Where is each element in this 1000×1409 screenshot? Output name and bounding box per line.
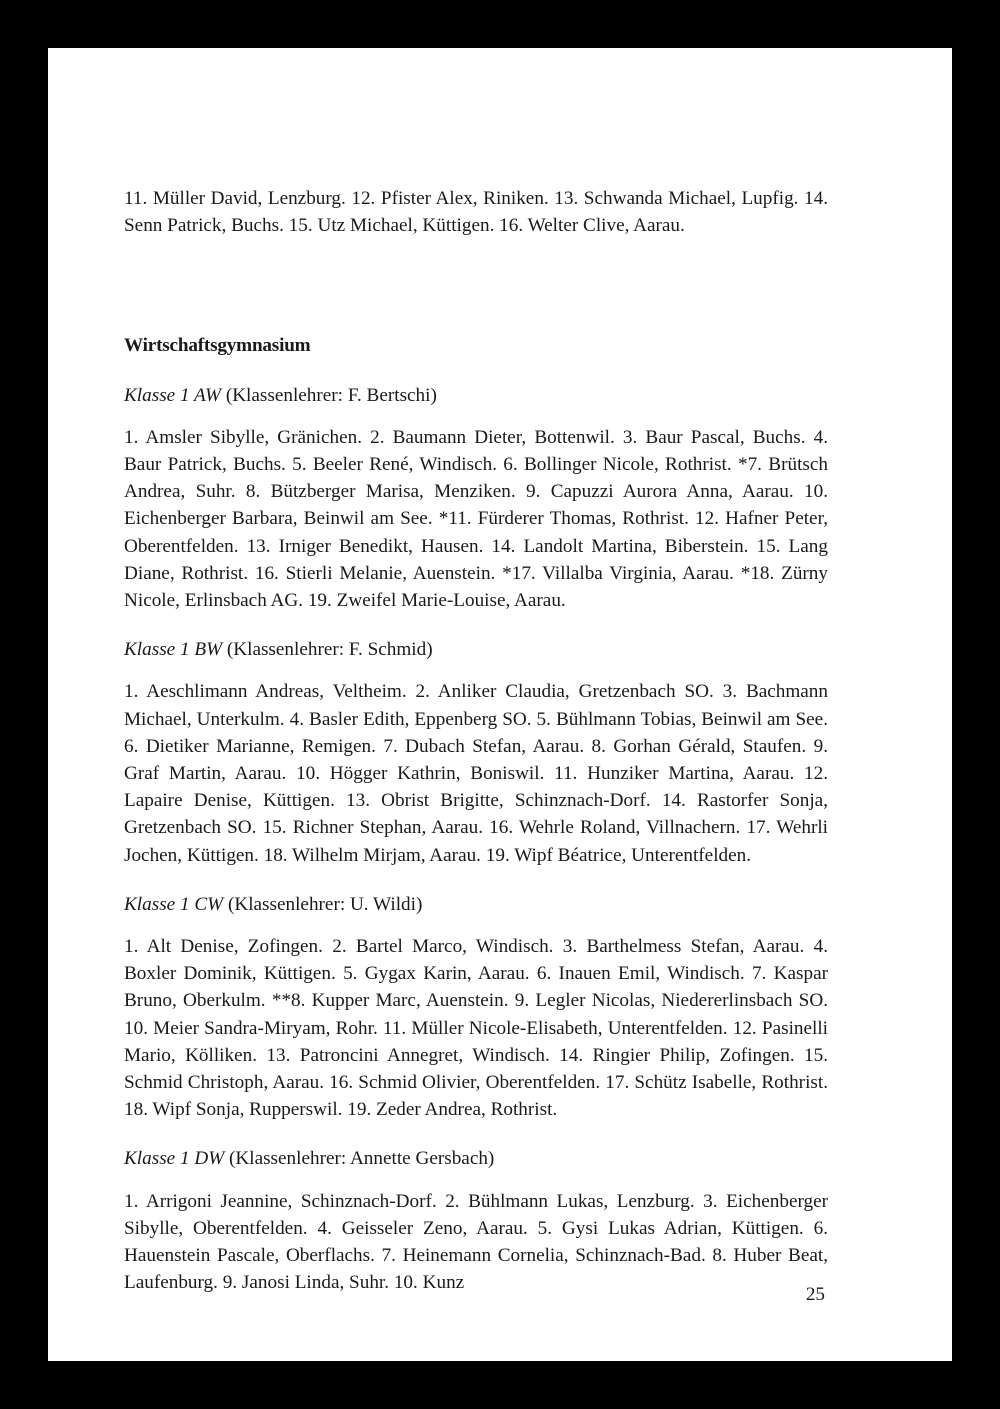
page-content — [124, 185, 828, 1297]
class-name: Klasse 1 CW — [124, 893, 224, 915]
section-title: Wirtschaftsgymnasium — [124, 335, 311, 357]
class-heading-1aw — [124, 382, 828, 409]
class-teacher: (Klassenlehrer: U. Wildi) — [227, 893, 423, 915]
class-heading-1dw — [124, 1145, 828, 1172]
class-teacher: (Klassenlehrer: Annette Gersbach) — [229, 1148, 495, 1170]
page-number: 25 — [805, 1284, 825, 1305]
intro-paragraph: 11. Müller David, Lenzburg. 12. Pfister Alex, Riniken. 13. Schwanda Michael, Lupfig. 14. Senn Patrick, Buchs. 15. Utz Michael, Küttigen. 16. Welter Clive, Aarau. — [124, 188, 828, 237]
class-teacher: (Klassenlehrer: F. Bertschi) — [225, 384, 437, 406]
student-list-1bw: 1. Aeschlimann Andreas, Veltheim. 2. Anliker Claudia, Gretzenbach SO. 3. Bachmann Michael, Unterkulm. 4. Basler Edith, Eppenberg SO. 5. Bühlmann Tobias, Beinwil am See. 6. Dietiker Marianne, Remigen. 7. Dubach Stefan, Aarau. 8. Gorhan Gérald, Staufen. 9. Graf Martin, Aarau. 10. Högger Kathrin, Boniswil. 11. Hunziker Martina, Aarau. 12. Lapaire Denise, Küttigen. 13. Obrist Brigitte, Schinznach-Dorf. 14. Rastorfer Sonja, Gretzenbach SO. 15. Richner Stephan, Aarau. 16. Wehrle Roland, Villnachern. 17. Wehrli Jochen, Küttigen. 18. Wilhelm Mirjam, Aarau. 19. Wipf Béatrice, Unterentfelden. — [124, 681, 828, 866]
document-page — [48, 48, 952, 1361]
student-list-1cw: 1. Alt Denise, Zofingen. 2. Bartel Marco, Windisch. 3. Barthelmess Stefan, Aarau. 4. Boxler Dominik, Küttigen. 5. Gygax Karin, Aarau. 6. Inauen Emil, Windisch. 7. Kaspar Bruno, Oberkulm. **8. Kupper Marc, Auenstein. 9. Legler Nicolas, Niedererlinsbach SO. 10. Meier Sandra-Miryam, Rohr. 11. Müller Nicole-Elisabeth, Unterentfelden. 12. Pasinelli Mario, Kölliken. 13. Patroncini Annegret, Windisch. 14. Ringier Philip, Zofingen. 15. Schmid Christoph, Aarau. 16. Schmid Olivier, Oberentfelden. 17. Schütz Isabelle, Rothrist. 18. Wipf Sonja, Rupperswil. 19. Zeder Andrea, Rothrist. — [124, 936, 828, 1121]
class-name: Klasse 1 BW — [124, 639, 223, 661]
student-list-1aw: 1. Amsler Sibylle, Gränichen. 2. Baumann Dieter, Bottenwil. 3. Baur Pascal, Buchs. 4. Baur Patrick, Buchs. 5. Beeler René, Windisch. 6. Bollinger Nicole, Rothrist. *7. Brütsch Andrea, Suhr. 8. Bützberger Marisa, Menziken. 9. Capuzzi Aurora Anna, Aarau. 10. Eichenberger Barbara, Beinwil am See. *11. Fürderer Thomas, Rothrist. 12. Hafner Peter, Oberentfelden. 13. Irniger Benedikt, Hausen. 14. Landolt Martina, Biberstein. 15. Lang Diane, Rothrist. 16. Stierli Melanie, Auenstein. *17. Villalba Virginia, Aarau. *18. Zürny Nicole, Erlinsbach AG. 19. Zweifel Marie-Louise, Aarau. — [124, 426, 828, 612]
class-teacher: (Klassenlehrer: F. Schmid) — [226, 639, 433, 661]
class-name: Klasse 1 AW — [124, 384, 222, 406]
student-list-1dw: 1. Arrigoni Jeannine, Schinznach-Dorf. 2. Bühlmann Lukas, Lenzburg. 3. Eichenberger Sibylle, Oberentfelden. 4. Geisseler Zeno, Aarau. 5. Gysi Lukas Adrian, Küttigen. 6. Hauenstein Pascale, Oberflachs. 7. Heinemann Cornelia, Schinznach-Bad. 8. Huber Beat, Laufenburg. 9. Janosi Linda, Suhr. 10. Kunz — [124, 1190, 828, 1294]
class-heading-1bw — [124, 636, 828, 663]
class-heading-1cw — [124, 891, 828, 918]
class-name: Klasse 1 DW — [124, 1148, 225, 1170]
